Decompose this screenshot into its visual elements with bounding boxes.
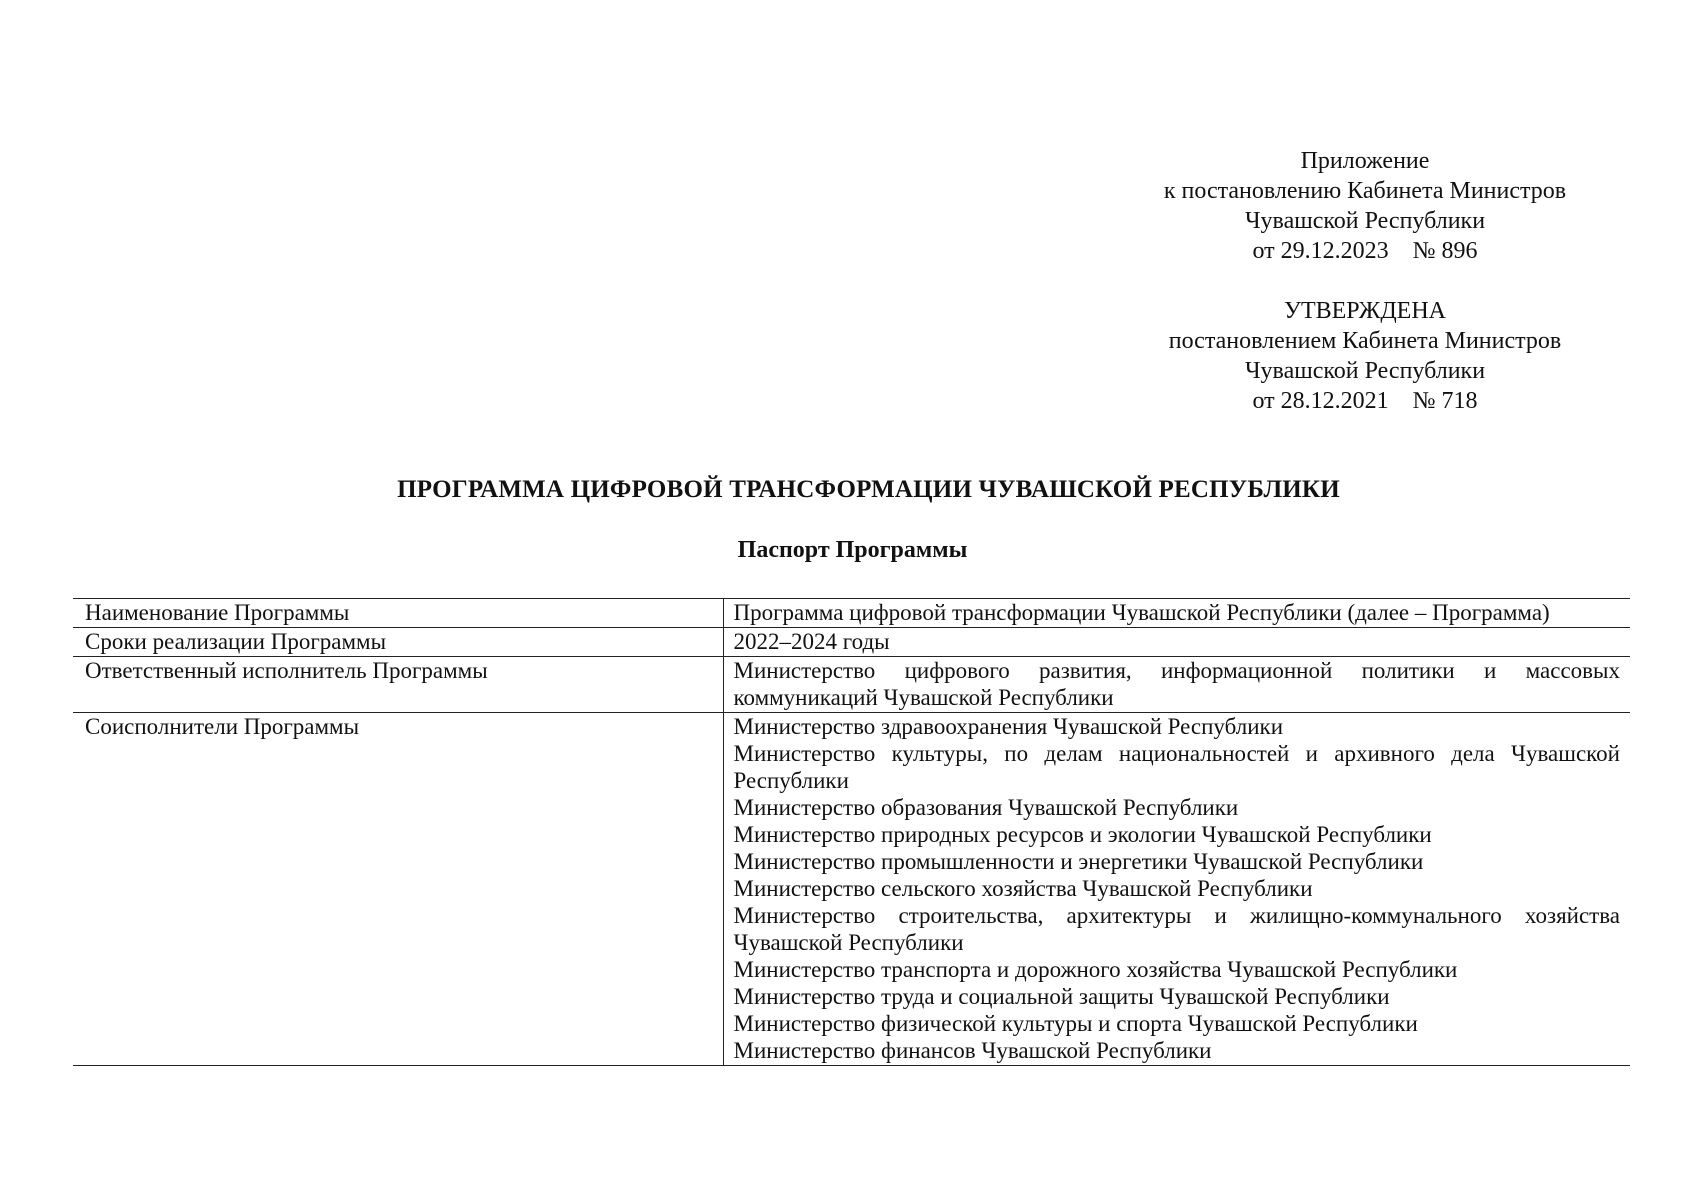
co-executors-list (723, 713, 1630, 1066)
approved-line-2: постановлением Кабинета Министров (1168, 328, 1562, 354)
document-subtitle: Паспорт Программы (737, 537, 968, 563)
row-label: Соисполнители Программы (73, 713, 723, 1066)
approved-header (1140, 296, 1590, 416)
row-value: Министерство цифрового развития, информационной политики и массовых коммуникаций Чувашской Республики (723, 657, 1630, 713)
row-label: Сроки реализации Программы (73, 628, 723, 657)
list-item: Министерство здравоохранения Чувашской Республики (733, 714, 1284, 739)
list-item: Министерство образования Чувашской Республики (733, 795, 1239, 820)
row-value: Программа цифровой трансформации Чувашской Республики (далее – Программа) (723, 599, 1630, 628)
list-item: Министерство культуры, по делам национальностей и архивного дела Чувашской Республики (733, 741, 1620, 793)
table-row (73, 599, 1630, 628)
row-label: Наименование Программы (73, 599, 723, 628)
list-item: Министерство промышленности и энергетики Чувашской Республики (733, 849, 1424, 874)
list-item: Министерство строительства, архитектуры и жилищно-коммунального хозяйства Чувашской Республики (733, 903, 1620, 955)
approved-line-4: от 28.12.2021 № 718 (1252, 388, 1478, 414)
approved-line-1: УТВЕРЖДЕНА (1283, 298, 1447, 324)
list-item: Министерство природных ресурсов и экологии Чувашской Республики (733, 822, 1432, 847)
document-title: ПРОГРАММА ЦИФРОВОЙ ТРАНСФОРМАЦИИ ЧУВАШСКОЙ РЕСПУБЛИКИ (397, 476, 1340, 503)
table-row (73, 657, 1630, 713)
annex-line-2: к постановлению Кабинета Министров (1163, 178, 1567, 204)
annex-line-1: Приложение (1300, 148, 1430, 174)
passport-table (73, 598, 1630, 1066)
list-item: Министерство финансов Чувашской Республики (733, 1038, 1212, 1063)
approved-line-3: Чувашской Республики (1244, 358, 1486, 384)
annex-line-3: Чувашской Республики (1244, 208, 1486, 234)
list-item: Министерство сельского хозяйства Чувашской Республики (733, 876, 1313, 901)
table-row (73, 713, 1630, 1066)
list-item: Министерство транспорта и дорожного хозяйства Чувашской Республики (733, 957, 1458, 982)
list-item: Министерство труда и социальной защиты Чувашской Республики (733, 984, 1390, 1009)
annex-header (1140, 146, 1590, 266)
list-item: Министерство физической культуры и спорта Чувашской Республики (733, 1011, 1418, 1036)
table-row (73, 628, 1630, 657)
annex-line-4: от 29.12.2023 № 896 (1252, 238, 1478, 264)
row-value: 2022–2024 годы (723, 628, 1630, 657)
row-label: Ответственный исполнитель Программы (73, 657, 723, 713)
